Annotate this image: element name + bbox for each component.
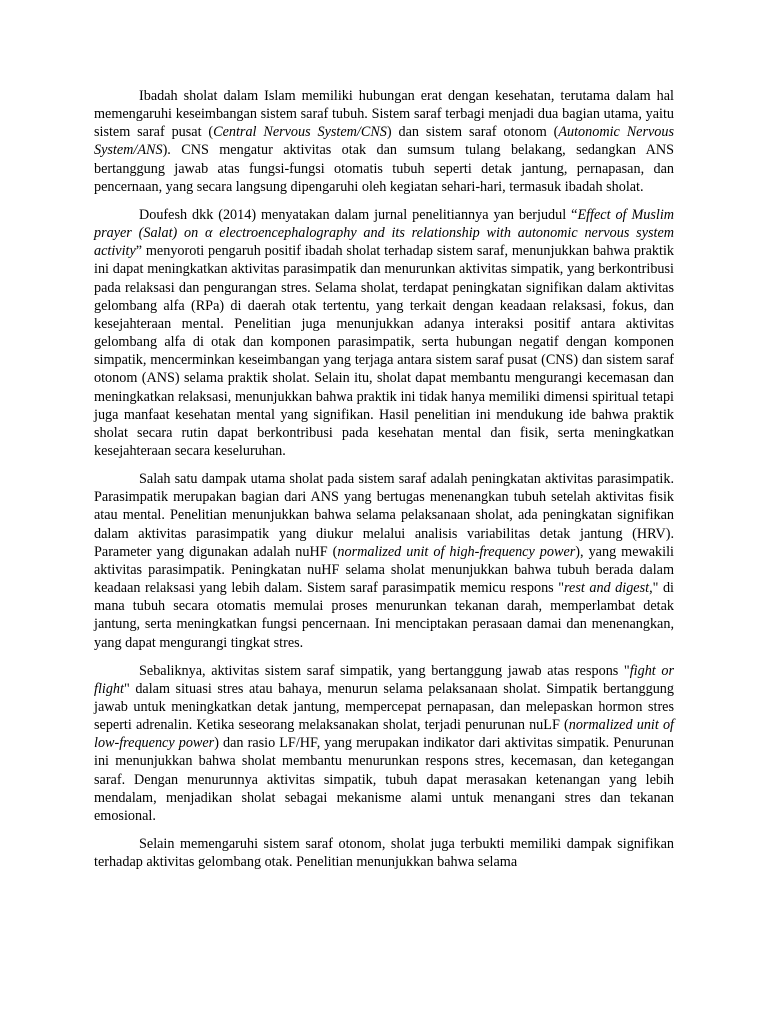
text-run: Doufesh dkk (2014) menyatakan dalam jurnal penelitiannya yan berjudul “ <box>139 206 578 223</box>
text-run: " dalam situasi stres atau bahaya, menurun selama pelaksanaan sholat. Simpatik bertanggung jawab untuk meningkatkan detak jantung, mempercepat pernapasan, dan melepaskan hormon stres seperti adrenalin. Ketika seseorang melaksanakan sholat, terjadi penurunan nuLF ( <box>94 680 674 734</box>
text-run: ). CNS mengatur aktivitas otak dan sumsum tulang belakang, sedangkan ANS bertanggung jawab atas fungsi-fungsi otomatis tubuh seperti detak jantung, pernapasan, dan pencernaan, yang secara langsung dipengaruhi oleh kegiatan sehari-hari, termasuk ibadah sholat. <box>94 142 674 195</box>
italic-term: rest and digest <box>564 580 650 597</box>
italic-term: Central Nervous System/CNS <box>213 124 387 141</box>
text-run: Selain memengaruhi sistem saraf otonom, sholat juga terbukti memiliki dampak signifikan terhadap aktivitas gelombang otak. Penelitian menunjukkan bahwa selama <box>94 836 674 871</box>
text-run: Sebaliknya, aktivitas sistem saraf simpatik, yang bertanggung jawab atas respons " <box>139 662 630 679</box>
text-run: Ibadah sholat dalam Islam memiliki hubungan erat dengan kesehatan, terutama dalam hal memengaruhi keseimbangan sistem saraf tubuh. Sistem saraf terbagi menjadi dua bagian utama, yaitu sistem saraf pusat ( <box>94 88 674 141</box>
italic-term: normalized unit of low-frequency power <box>94 717 674 752</box>
italic-term: fight or flight <box>94 662 674 697</box>
text-run: ," di mana tubuh secara otomatis memulai proses menurunkan tekanan darah, memperlambat detak jantung, serta meningkatkan fungsi pencernaan. Ini menciptakan perasaan damai dan menenangkan, yang dapat mengurangi tingkat stres. <box>94 580 674 651</box>
paragraph-4 <box>94 662 674 825</box>
paragraph-1 <box>94 87 674 196</box>
paragraph-3 <box>94 470 674 652</box>
text-run: ” menyoroti pengaruh positif ibadah sholat terhadap sistem saraf, menunjukkan bahwa praktik ini dapat meningkatkan aktivitas parasimpatik dan menurunkan aktivitas simpatik, yang berkontribusi pada relaksasi dan pengurangan stres. Selama sholat, terdapat peningkatan signifikan dalam aktivitas gelombang alfa (RPa) di daerah otak tertentu, yang terkait dengan keadaan relaksasi, fokus, dan kesejahteraan mental. Penelitian juga menunjukkan adanya interaksi positif antara aktivitas gelombang alfa di otak dan komponen parasimpatik, serta hubungan negatif dengan komponen simpatik, mencerminkan keseimbangan yang terjaga antara sistem saraf pusat (CNS) dan sistem saraf otonom (ANS) selama praktik sholat. Selain itu, sholat dapat membantu mengurangi kecemasan dan meningkatkan relaksasi, menunjukkan bahwa praktik ini tidak hanya memiliki dimensi spiritual tetapi juga manfaat kesehatan mental yang signifikan. Hasil penelitian ini mendukung ide bahwa praktik sholat secara rutin dapat berkontribusi pada kesehatan mental dan fisik, serta meningkatkan kesejahteraan secara keseluruhan. <box>94 243 674 459</box>
paragraph-2 <box>94 206 674 460</box>
italic-term: Autonomic Nervous System/ANS <box>94 124 674 159</box>
paragraph-5 <box>94 835 674 871</box>
text-run: ), yang mewakili aktivitas parasimpatik. Peningkatan nuHF selama sholat menunjukkan bahwa tubuh berada dalam keadaan relaksasi yang lebih dalam. Sistem saraf parasimpatik memicu respons " <box>94 543 674 597</box>
text-run: ) dan rasio LF/HF, yang merupakan indikator dari aktivitas simpatik. Penurunan ini menunjukkan bahwa sholat membantu menurunkan respons stres, kecemasan, dan ketegangan saraf. Dengan menurunnya aktivitas simpatik, tubuh dapat merasakan ketenangan yang lebih mendalam, menjadikan sholat sebagai mekanisme alami untuk menangani stres dan tekanan emosional. <box>94 735 674 824</box>
text-run: Salah satu dampak utama sholat pada sistem saraf adalah peningkatan aktivitas parasimpatik. Parasimpatik merupakan bagian dari ANS yang bertugas menenangkan tubuh setelah aktivitas fisik atau mental. Penelitian menunjukkan bahwa selama pelaksanaan sholat, ada peningkatan signifikan dalam aktivitas parasimpatik yang diukur melalui analisis variabilitas detak jantung (HRV). Parameter yang digunakan adalah nuHF ( <box>94 471 674 560</box>
italic-journal-title: Effect of Muslim prayer (Salat) on α electroencephalography and its relationship with autonomic nervous system activity <box>94 206 675 260</box>
document-page <box>94 87 674 881</box>
text-run: ) dan sistem saraf otonom ( <box>386 124 559 141</box>
italic-term: normalized unit of high-frequency power <box>337 543 576 560</box>
